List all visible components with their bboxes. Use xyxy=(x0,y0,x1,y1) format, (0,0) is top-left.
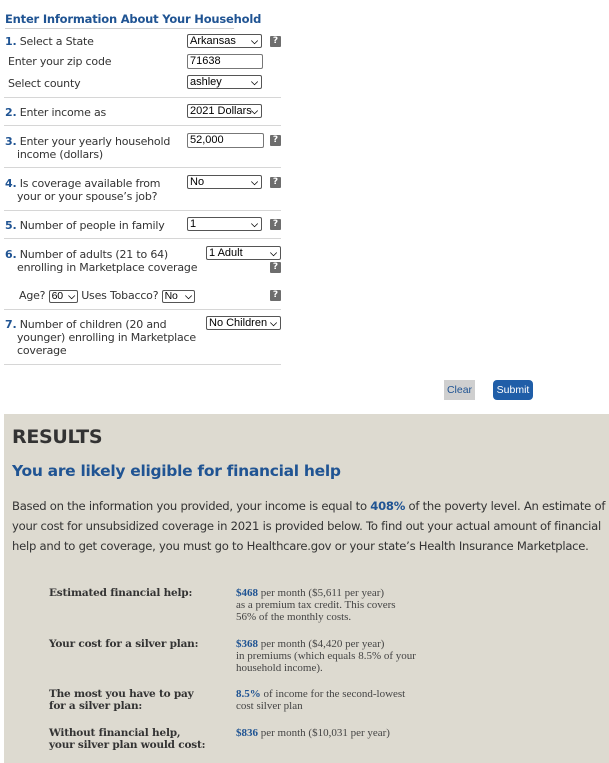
income-input[interactable]: 52,000 xyxy=(187,133,264,148)
q7-number: 7. xyxy=(5,318,17,331)
divider xyxy=(4,238,281,239)
results-description xyxy=(12,496,608,556)
zip-input[interactable]: 71638 xyxy=(187,54,263,69)
state-select-value: Arkansas xyxy=(190,35,236,47)
age-tobacco-row xyxy=(19,289,195,303)
chevron-down-icon: ⌵ xyxy=(251,106,258,116)
value-line: per month ($4,420 per year) xyxy=(258,638,385,650)
q6-text-line2: enrolling in Marketplace coverage xyxy=(17,261,198,274)
q6-number: 6. xyxy=(5,248,17,261)
q7-label xyxy=(5,318,196,357)
employer-coverage-select[interactable] xyxy=(187,175,262,189)
q4-number: 4. xyxy=(5,177,17,190)
financial-help-label xyxy=(49,587,192,599)
chevron-down-icon: ⌵ xyxy=(251,36,258,46)
chevron-down-icon: ⌵ xyxy=(185,290,192,301)
title-underline xyxy=(5,28,234,29)
chevron-down-icon: ⌵ xyxy=(270,318,277,328)
value-line: in premiums (which equals 8.5% of your xyxy=(236,650,416,662)
q3-number: 3. xyxy=(5,135,17,148)
employer-coverage-value: No xyxy=(190,176,205,188)
label-line: Without financial help, xyxy=(49,727,181,739)
divider xyxy=(4,309,281,310)
chevron-down-icon: ⌵ xyxy=(270,248,277,258)
tobacco-select[interactable] xyxy=(162,290,195,303)
divider xyxy=(4,364,281,365)
age-label: Age? xyxy=(19,289,46,302)
income-unit-value: 2021 Dollars xyxy=(190,105,252,117)
description-text: of the poverty level. An estimate of your cost for unsubsidized coverage in 2021 is provided below. To find out your actual amount of financial help and to get coverage, you must go to Healthcare.gov or your state’s Health Insurance Marketplace. xyxy=(12,499,606,553)
value-line: household income). xyxy=(236,662,323,674)
highlight-value: $836 xyxy=(236,727,258,739)
max-pay-value xyxy=(236,688,436,712)
highlight-value: $368 xyxy=(236,638,258,650)
q4-text-line2: your or your spouse’s job? xyxy=(17,190,158,203)
label-line: Your cost for a silver plan: xyxy=(49,638,199,650)
state-select[interactable] xyxy=(187,34,262,48)
highlight-value: 8.5% xyxy=(236,688,261,700)
q1-number: 1. xyxy=(5,35,17,48)
q5-text: Number of people in family xyxy=(19,219,165,232)
label-line: Estimated financial help: xyxy=(49,587,193,599)
label-line: your silver plan would cost: xyxy=(49,739,206,751)
help-icon[interactable]: ? xyxy=(270,177,281,188)
family-size-value: 1 xyxy=(190,218,197,230)
clear-button[interactable]: Clear xyxy=(444,380,475,400)
q3-label xyxy=(5,135,170,161)
help-icon[interactable]: ? xyxy=(270,135,281,146)
chevron-down-icon: ⌵ xyxy=(251,219,258,229)
label-line: The most you have to pay xyxy=(49,688,194,700)
help-icon[interactable]: ? xyxy=(270,290,281,301)
help-icon[interactable]: ? xyxy=(270,36,281,47)
chevron-down-icon: ⌵ xyxy=(251,77,258,87)
q2-number: 2. xyxy=(5,106,17,119)
value-line: as a premium tax credit. This covers xyxy=(236,599,396,611)
poverty-percentage: 408% xyxy=(370,499,406,513)
results-panel xyxy=(4,414,609,763)
tobacco-label: Uses Tobacco? xyxy=(81,289,159,302)
adults-select[interactable] xyxy=(206,246,281,260)
children-select-value: No Children xyxy=(209,317,268,329)
family-size-select[interactable] xyxy=(187,217,262,231)
county-select[interactable] xyxy=(187,75,262,89)
without-help-value xyxy=(236,727,436,739)
without-help-label xyxy=(49,727,205,751)
q5-number: 5. xyxy=(5,219,17,232)
q4-text-line1: Is coverage available from xyxy=(19,177,161,190)
label-line: for a silver plan: xyxy=(49,700,143,712)
financial-help-value xyxy=(236,587,436,623)
income-unit-select[interactable] xyxy=(187,104,262,118)
chevron-down-icon: ⌵ xyxy=(251,177,258,187)
description-text: Based on the information you provided, your income is equal to xyxy=(12,499,371,513)
county-select-value: ashley xyxy=(190,76,222,88)
divider xyxy=(4,125,281,126)
q4-label xyxy=(5,177,160,203)
q1-text: Select a State xyxy=(19,35,94,48)
zip-label: Enter your zip code xyxy=(8,55,112,68)
value-line: per month ($10,031 per year) xyxy=(258,727,390,739)
value-line: cost silver plan xyxy=(236,700,303,712)
silver-cost-label xyxy=(49,638,198,650)
divider xyxy=(4,97,281,98)
help-icon[interactable]: ? xyxy=(270,219,281,230)
tobacco-select-value: No xyxy=(164,289,178,302)
age-select[interactable] xyxy=(49,290,78,303)
q3-text-line2: income (dollars) xyxy=(17,148,103,161)
highlight-value: $468 xyxy=(236,587,258,599)
help-icon[interactable]: ? xyxy=(270,262,281,273)
value-line: 56% of the monthly costs. xyxy=(236,611,352,623)
silver-cost-value xyxy=(236,638,436,674)
results-subtitle: You are likely eligible for financial help xyxy=(12,462,341,480)
value-line: of income for the second-lowest xyxy=(260,688,406,700)
q2-label xyxy=(5,106,106,119)
q6-label xyxy=(5,248,197,274)
children-select[interactable] xyxy=(206,316,281,330)
divider xyxy=(4,167,281,168)
submit-button[interactable]: Submit xyxy=(493,380,533,400)
q7-text-line2: younger) enrolling in Marketplace xyxy=(17,331,196,344)
county-label: Select county xyxy=(8,77,81,90)
chevron-down-icon: ⌵ xyxy=(68,290,75,301)
results-title: RESULTS xyxy=(12,426,103,448)
value-line: per month ($5,611 per year) xyxy=(258,587,385,599)
q6-text-line1: Number of adults (21 to 64) xyxy=(19,248,169,261)
q7-text-line1: Number of children (20 and xyxy=(19,318,167,331)
divider xyxy=(4,210,281,211)
q1-label xyxy=(5,35,94,48)
q3-text-line1: Enter your yearly household xyxy=(19,135,171,148)
q2-text: Enter income as xyxy=(19,106,107,119)
form-title: Enter Information About Your Household xyxy=(5,12,262,26)
max-pay-label xyxy=(49,688,194,712)
q5-label xyxy=(5,219,165,232)
adults-select-value: 1 Adult xyxy=(209,247,243,259)
age-select-value: 60 xyxy=(51,289,63,302)
q7-text-line3: coverage xyxy=(17,344,67,357)
